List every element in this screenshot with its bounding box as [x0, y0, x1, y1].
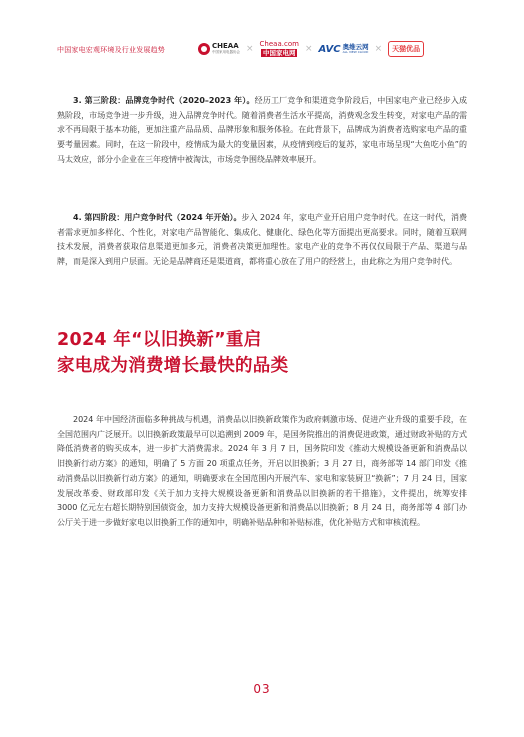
- report-title: 中国家电宏观环境及行业发展趋势: [57, 46, 165, 54]
- avc-logo-en: AVC: [318, 43, 341, 55]
- logo-separator: ×: [374, 44, 383, 54]
- paragraph-stage-three-lead: 3. 第三阶段：品牌竞争时代（2020–2023 年）。: [73, 96, 255, 105]
- section-heading: [57, 327, 477, 379]
- cheaa-com-logo-en: Cheaa.com: [259, 39, 299, 48]
- cheaa-logo: [198, 43, 240, 55]
- tmall-logo: 天猫优品: [388, 41, 424, 57]
- partner-logos: [198, 38, 424, 60]
- paragraph-stage-three: [57, 94, 467, 168]
- logo-separator: ×: [304, 44, 313, 54]
- cheaa-mark-icon: [198, 43, 210, 55]
- paragraph-trade-in-policy: [57, 413, 467, 531]
- cheaa-logo-en: CHEAA: [212, 42, 239, 51]
- paragraph-stage-four: [57, 211, 467, 270]
- avc-logo: [318, 44, 368, 55]
- logo-separator: ×: [246, 44, 254, 54]
- avc-logo-cn: 奥维云网: [342, 42, 369, 51]
- paragraph-stage-three-body: 经历工厂竞争和渠道竞争阶段后，中国家电产业已经步入成熟阶段，市场竞争进一步升级，进入品牌竞争时代。随着消费者生活水平提高，消费观念发生转变，对家电产品的需求不再局限于基本功能，更加注重产品品质、品牌形象和服务体验。在此背景下，品牌成为消费者选购家电产品的重要考量因素。同时，在这一阶段中，疫情成为最大的变量因素，从疫情到疫后的复苏，家电市场呈现“大鱼吃小鱼”的马太效应，部分小企业在三年疫情中被淘汰，市场竞争围绕品牌效率展开。: [57, 96, 467, 164]
- section-heading-line-2: 家电成为消费增长最快的品类: [57, 356, 289, 376]
- cheaa-com-logo-cn: 中国家电网: [262, 48, 296, 57]
- cheaa-com-logo: [260, 41, 299, 58]
- paragraph-stage-four-body: 步入 2024 年，家电产业开启用户竞争时代。在这一时代，消费者需求更加多样化、个性化，对家电产品智能化、集成化、健康化、绿色化等方面提出更高要求。同时，随着互联网技术发展，消费者获取信息渠道更加多元，消费者决策更加理性。家电产业的竞争不再仅仅局限于产品、渠道与品牌，而是深入到用户层面。无论是品牌商还是渠道商，都将重心放在了用户的经营上，由此称之为用户竞争时代。: [57, 213, 467, 267]
- section-heading-line-1: 2024 年“以旧换新”重启: [57, 330, 262, 350]
- avc-logo-sub: ALL VIEW CLOUD: [342, 50, 369, 55]
- page-header: [0, 0, 524, 64]
- cheaa-logo-cn: 中国家用电器协会: [212, 50, 240, 55]
- paragraph-trade-in-body: 2024 年中国经济面临多种挑战与机遇，消费品以旧换新政策作为政府刺激市场、促进产业升级的重要手段，在全国范围内广泛展开。以旧换新政策最早可以追溯到 2009 年，是国务院推出的消费促进政策，通过财政补贴的方式降低消费者的购买成本，进一步扩大消费需求。2024 年 3 月 7 日，国务院印发《推动大规模设备更新和消费品以旧换新行动方案》的通知，明确了 5 方面 20 项重点任务，开启以旧换新；3 月 27 日，商务部等 14 部门印发《推动消费品以旧换新行动方案》的通知，明确要求在全国范围内开展汽车、家电和家装厨卫“换新”；7 月 24 日，国家发展改革委、财政部印发《关于加力支持大规模设备更新和消费品以旧换新的若干措施》，文件提出，统筹安排 3000 亿元左右超长期特别国债资金，加力支持大规模设备更新和消费品以旧换新；8 月 24 日，商务部等 4 部门办公厅关于进一步做好家电以旧换新工作的通知中，明确补贴品种和补贴标准，优化补贴方式和审核流程。: [57, 415, 467, 527]
- paragraph-stage-four-lead: 4. 第四阶段：用户竞争时代（2024 年开始）。: [73, 213, 242, 222]
- page-number: 03: [253, 682, 271, 696]
